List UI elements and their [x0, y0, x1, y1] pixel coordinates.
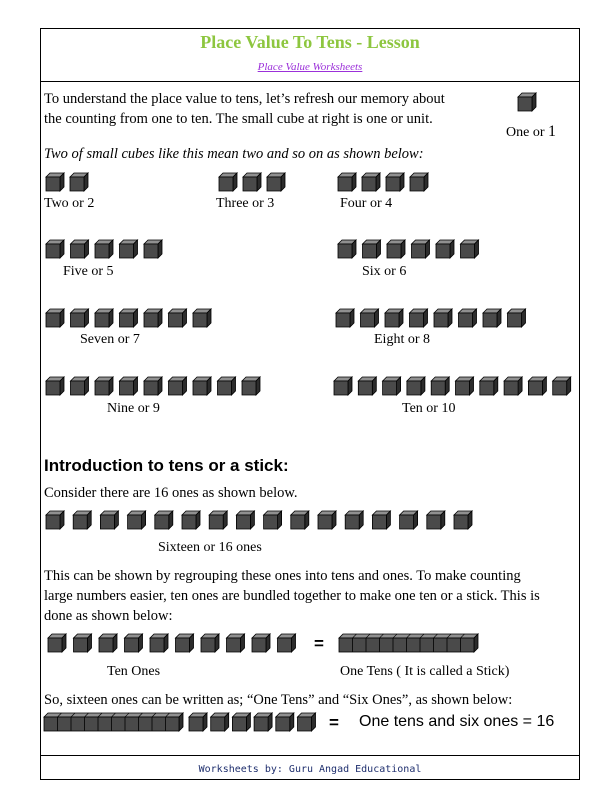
cube-icon [71, 309, 89, 327]
cube-icon [361, 309, 379, 327]
cube-icon [461, 240, 479, 258]
cubes-six-ones [189, 713, 329, 735]
cube-icon [278, 634, 296, 652]
cube-icon [71, 377, 89, 395]
cubes-ten-ones [48, 634, 308, 656]
unit-label-text: One or [506, 125, 548, 140]
cube-icon [372, 511, 390, 529]
cube-icon [483, 309, 501, 327]
cube-icon [95, 240, 113, 258]
cube-icon [150, 634, 168, 652]
cube-icon [48, 634, 66, 652]
label-three: Three or 3 [216, 196, 275, 211]
header-divider [40, 81, 580, 82]
cube-icon [338, 173, 356, 191]
cube-icon [480, 377, 498, 395]
cube-icon [95, 377, 113, 395]
cube-icon [232, 713, 250, 731]
cube-icon [236, 511, 254, 529]
cube-icon [218, 377, 236, 395]
cube-icon [46, 309, 64, 327]
cube-icon [169, 377, 187, 395]
cube-icon [291, 511, 309, 529]
footer-credit: Worksheets by: Guru Angad Educational [198, 764, 422, 775]
cube-icon [46, 511, 64, 529]
label-two: Two or 2 [44, 196, 95, 211]
cube-icon [243, 173, 261, 191]
label-ten: Ten or 10 [402, 401, 456, 416]
cube-icon [358, 377, 376, 395]
cube-icon [385, 309, 403, 327]
cube-icon [345, 511, 363, 529]
cubes-eight [336, 309, 536, 331]
cube-icon [70, 173, 88, 191]
cube-icon [387, 240, 405, 258]
cube-icon [201, 634, 219, 652]
cube-icon [386, 173, 404, 191]
cube-icon [144, 377, 162, 395]
cube-icon [120, 309, 138, 327]
regroup-line-2: large numbers easier, ten ones are bundled together to make one ten or a stick. This is [44, 588, 540, 604]
cube-icon [400, 511, 418, 529]
cube-icon [252, 634, 270, 652]
cube-icon [100, 511, 118, 529]
cube-icon [298, 713, 316, 731]
cube-icon [334, 377, 352, 395]
cube-icon [73, 511, 91, 529]
cubes-five [46, 240, 176, 262]
regroup-line-3: done as shown below: [44, 608, 173, 624]
equals-sign-2: = [329, 713, 339, 732]
cube-icon [528, 377, 546, 395]
page-title: Place Value To Tens - Lesson [200, 32, 420, 52]
stick-icon [44, 713, 183, 731]
cube-icon [267, 173, 285, 191]
cube-icon [182, 511, 200, 529]
cube-icon [227, 634, 245, 652]
cubes-four [338, 173, 438, 195]
cube-icon [508, 309, 526, 327]
cube-icon [318, 511, 336, 529]
cube-icon [553, 377, 571, 395]
cube-icon [254, 713, 272, 731]
intro-line-1: To understand the place value to tens, let’s refresh our memory about [44, 91, 445, 107]
cubes-seven [46, 309, 221, 331]
label-five: Five or 5 [63, 264, 114, 279]
cube-icon [383, 377, 401, 395]
stick-one-ten [339, 634, 484, 656]
footer-divider [40, 755, 580, 756]
equation-text: One tens and six ones = 16 [359, 713, 555, 730]
cube-icon [407, 377, 425, 395]
cube-icon [169, 309, 187, 327]
cubes-three [219, 173, 299, 195]
cubes-sixteen [46, 511, 496, 533]
cube-icon [434, 309, 452, 327]
cube-icon [211, 713, 229, 731]
intro-line-2: the counting from one to ten. The small cube at right is one or unit. [44, 111, 433, 127]
cubes-nine [46, 377, 271, 399]
cube-icon [71, 240, 89, 258]
cube-icon [209, 511, 227, 529]
cube-icon [176, 634, 194, 652]
cube-icon [120, 377, 138, 395]
cube-icon [219, 173, 237, 191]
cube-icon [242, 377, 260, 395]
consider-text: Consider there are 16 ones as shown below. [44, 485, 298, 501]
cube-icon [518, 93, 536, 111]
regroup-line-1: This can be shown by regrouping these ones into tens and ones. To make counting [44, 568, 521, 584]
cube-icon [362, 173, 380, 191]
cube-icon [125, 634, 143, 652]
cubes-two [46, 173, 106, 195]
cube-icon [459, 309, 477, 327]
stick-one-ten-final [44, 713, 189, 735]
cube-icon [46, 173, 64, 191]
cube-icon [264, 511, 282, 529]
cube-icon [144, 240, 162, 258]
label-seven: Seven or 7 [80, 332, 140, 347]
cube-icon [410, 173, 428, 191]
cube-icon [412, 240, 430, 258]
cube-icon [336, 309, 354, 327]
cube-icon [276, 713, 294, 731]
worksheets-link[interactable]: Place Value Worksheets [257, 61, 363, 73]
cube-icon [74, 634, 92, 652]
cube-icon [427, 511, 445, 529]
unit-cube [518, 93, 540, 115]
cube-icon [456, 377, 474, 395]
cube-icon [155, 511, 173, 529]
label-four: Four or 4 [340, 196, 393, 211]
cube-icon [95, 309, 113, 327]
cube-icon [436, 240, 454, 258]
section-heading: Introduction to tens or a stick: [44, 456, 289, 475]
cube-icon [504, 377, 522, 395]
label-eight: Eight or 8 [374, 332, 430, 347]
cube-icon [363, 240, 381, 258]
label-six: Six or 6 [362, 264, 407, 279]
cube-icon [46, 240, 64, 258]
stick-icon [339, 634, 478, 652]
italic-explanation: Two of small cubes like this mean two and so on as shown below: [44, 146, 424, 162]
cubes-ten [334, 377, 579, 399]
cube-icon [410, 309, 428, 327]
cube-icon [144, 309, 162, 327]
cube-icon [193, 377, 211, 395]
label-one-tens: One Tens ( It is called a Stick) [340, 664, 510, 679]
cubes-six [338, 240, 488, 262]
cube-icon [120, 240, 138, 258]
cube-icon [99, 634, 117, 652]
cube-icon [338, 240, 356, 258]
so-line: So, sixteen ones can be written as; “One Tens” and “Six Ones”, as shown below: [44, 692, 513, 708]
cube-icon [46, 377, 64, 395]
cube-icon [454, 511, 472, 529]
cube-icon [128, 511, 146, 529]
cube-icon [189, 713, 207, 731]
label-sixteen: Sixteen or 16 ones [158, 540, 262, 555]
label-ten-ones: Ten Ones [107, 664, 161, 679]
cube-icon [431, 377, 449, 395]
equals-sign-1: = [314, 634, 324, 653]
label-nine: Nine or 9 [107, 401, 160, 416]
unit-number: 1 [548, 123, 556, 140]
cube-icon [193, 309, 211, 327]
unit-label [506, 123, 556, 141]
